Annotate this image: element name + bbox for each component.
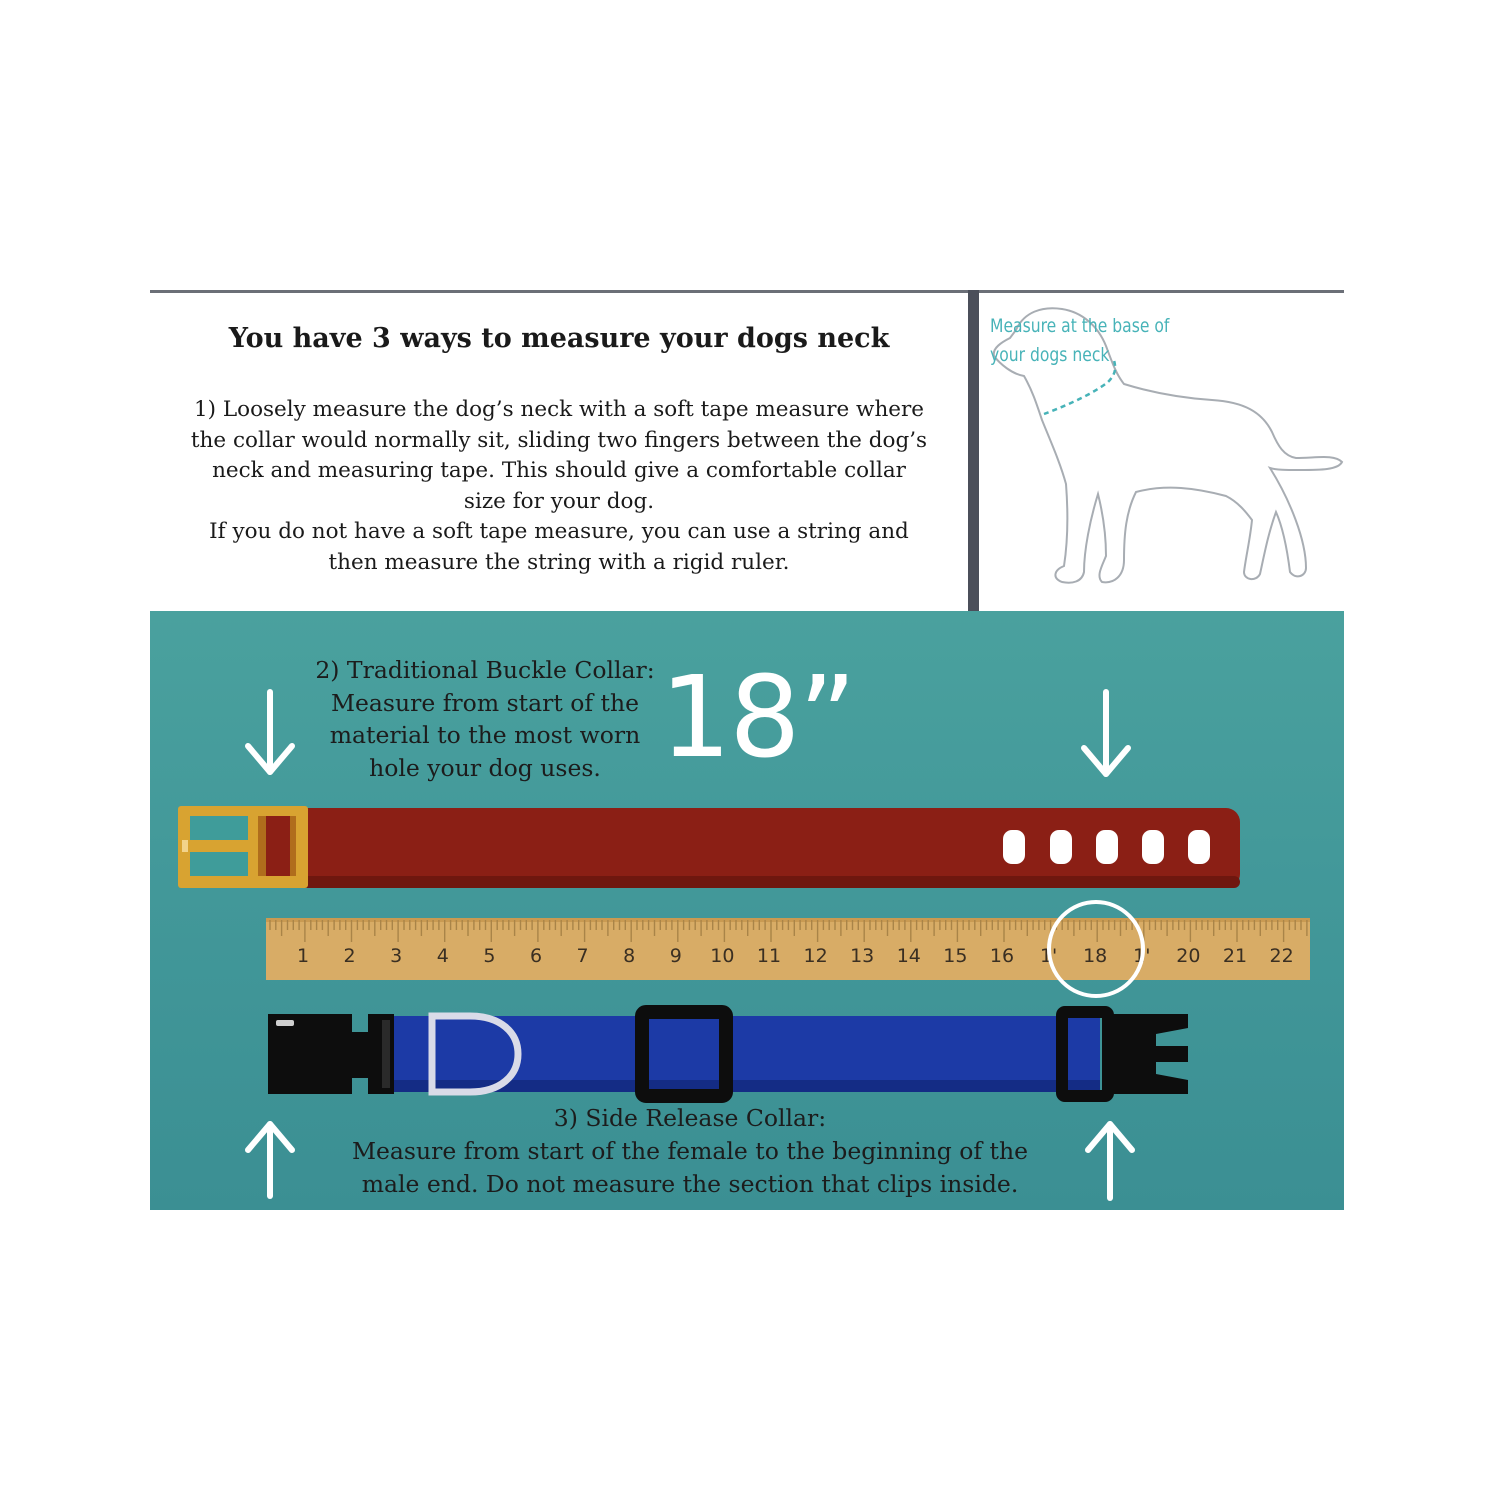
ruler-label: 12 <box>803 945 828 967</box>
ruler-label: 15 <box>943 945 968 967</box>
ruler-label: 8 <box>623 945 636 967</box>
collar-hole <box>1003 830 1025 864</box>
up-arrow-icon-left <box>248 1124 292 1196</box>
method-2-line: material to the most worn <box>329 721 641 749</box>
ruler-label: 4 <box>436 945 449 967</box>
method-3-line: Measure from start of the female to the beginning of the <box>351 1137 1029 1165</box>
ruler-label: 11 <box>756 945 782 967</box>
ruler-label: 9 <box>669 945 682 967</box>
ruler-label: 7 <box>576 945 589 967</box>
ruler-label: 16 <box>989 945 1015 967</box>
buckle-collar <box>178 806 1240 888</box>
method-1-line: then measure the string with a rigid ruler. <box>328 549 790 575</box>
ruler-label: 21 <box>1222 945 1248 967</box>
down-arrow-icon-left <box>248 692 292 772</box>
neck-measure-note-line: Measure at the base of <box>990 315 1170 337</box>
method-1-line: the collar would normally sit, sliding two fingers between the dog’s <box>190 427 928 453</box>
method-2-line: 2) Traditional Buckle Collar: <box>315 656 655 684</box>
ruler-label: 2 <box>343 945 356 967</box>
collar-hole <box>1142 830 1164 864</box>
page-title: You have 3 ways to measure your dogs neck <box>228 323 890 354</box>
ruler-label: 14 <box>896 945 921 967</box>
method-3-text <box>290 1102 1090 1201</box>
ruler-label: 1' <box>1039 945 1058 967</box>
ruler-label: 6 <box>529 945 543 967</box>
down-arrow-icon-right <box>1084 692 1128 774</box>
collar-hole <box>1096 830 1118 864</box>
ruler-label: 1 <box>296 945 310 967</box>
side-release-collar <box>268 1012 1188 1096</box>
ruler-label: 5 <box>483 945 496 967</box>
ruler <box>266 902 1310 996</box>
ruler-label: 20 <box>1176 945 1201 967</box>
method-3-line: 3) Side Release Collar: <box>553 1104 827 1132</box>
collar-hole <box>1188 830 1210 864</box>
ruler-label: 3 <box>390 945 403 967</box>
ruler-label: 10 <box>710 945 735 967</box>
ruler-label: 22 <box>1269 945 1294 967</box>
method-1-line: size for your dog. <box>463 488 655 514</box>
ruler-label: 18 <box>1083 945 1108 967</box>
collar-hole <box>1050 830 1072 864</box>
method-1-line: 1) Loosely measure the dog’s neck with a soft tape measure where <box>193 397 925 422</box>
method-1-line: neck and measuring tape. This should give a comfortable collar <box>212 458 906 483</box>
buckle-collar-strap-shadow <box>258 876 1240 888</box>
up-arrow-icon-right <box>1088 1124 1132 1198</box>
method-3-line: male end. Do not measure the section that clips inside. <box>361 1170 1019 1198</box>
female-clip-icon <box>268 1014 394 1094</box>
method-1-line: If you do not have a soft tape measure, you can use a string and <box>209 519 909 544</box>
method-2-line: hole your dog uses. <box>369 753 601 782</box>
method-2-line: Measure from start of the <box>330 688 640 717</box>
ruler-label: 13 <box>850 945 875 967</box>
measurement-value: 18” <box>660 653 855 783</box>
ruler-label: 1' <box>1133 945 1151 967</box>
neck-measure-note-line: your dogs neck <box>990 344 1110 366</box>
buckle-icon <box>178 806 308 888</box>
